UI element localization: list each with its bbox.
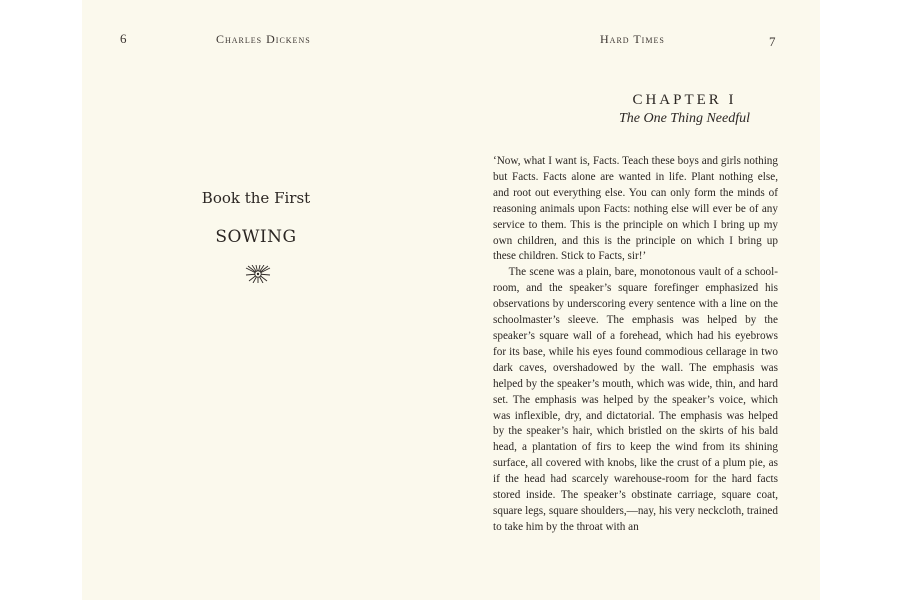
right-page-number: 7: [769, 34, 776, 49]
left-page: [82, 0, 451, 600]
book-subtitle: SOWING: [215, 227, 297, 247]
chapter-title: The One Thing Needful: [618, 111, 751, 126]
left-running-head: Charles Dickens: [216, 32, 311, 46]
right-running-head: Hard Times: [600, 32, 665, 46]
paragraph-1: ‘Now, what I want is, Facts. Teach these boys and girls nothing but Facts. Facts alone are wanted in life. Plant nothing else, and root out everything else. You can only form the minds of reasoning animals upon Facts: nothing else will ever be of any service to them. This is the principle on which I bring up my own children, and this is the principle on which I bring up these children. Stick to Facts, sir!’: [493, 155, 778, 263]
chapter-heading: CHAPTER I: [632, 92, 737, 108]
chapter-body: [493, 154, 778, 536]
sunburst-ornament-icon: [245, 265, 271, 283]
left-page-number: 6: [120, 31, 127, 46]
book-title: Book the First: [201, 189, 311, 207]
paragraph-2: The scene was a plain, bare, monotonous vault of a school-room, and the speaker’s square forefinger emphasized his observations by underscoring every sentence with a line on the schoolmaster’s sleeve. The emphasis was helped by the speaker’s square wall of a forehead, which had his eyebrows for its base, while his eyes found commodious cellarage in two dark caves, overshadowed by the wall. The emphasis was helped by the speaker’s mouth, which was wide, thin, and hard set. The emphasis was helped by the speaker’s voice, which was inflexible, dry, and dictatorial. The emphasis was helped by the speaker’s hair, which bristled on the skirts of his bald head, a plantation of firs to keep the wind from its shining surface, all covered with knobs, like the crust of a plum pie, as if the head had scarcely warehouse-room for the hard facts stored inside. The speaker’s obstinate carriage, square coat, square legs, square shoulders,—nay, his very neckcloth, trained to take him by the throat with an: [493, 266, 778, 533]
